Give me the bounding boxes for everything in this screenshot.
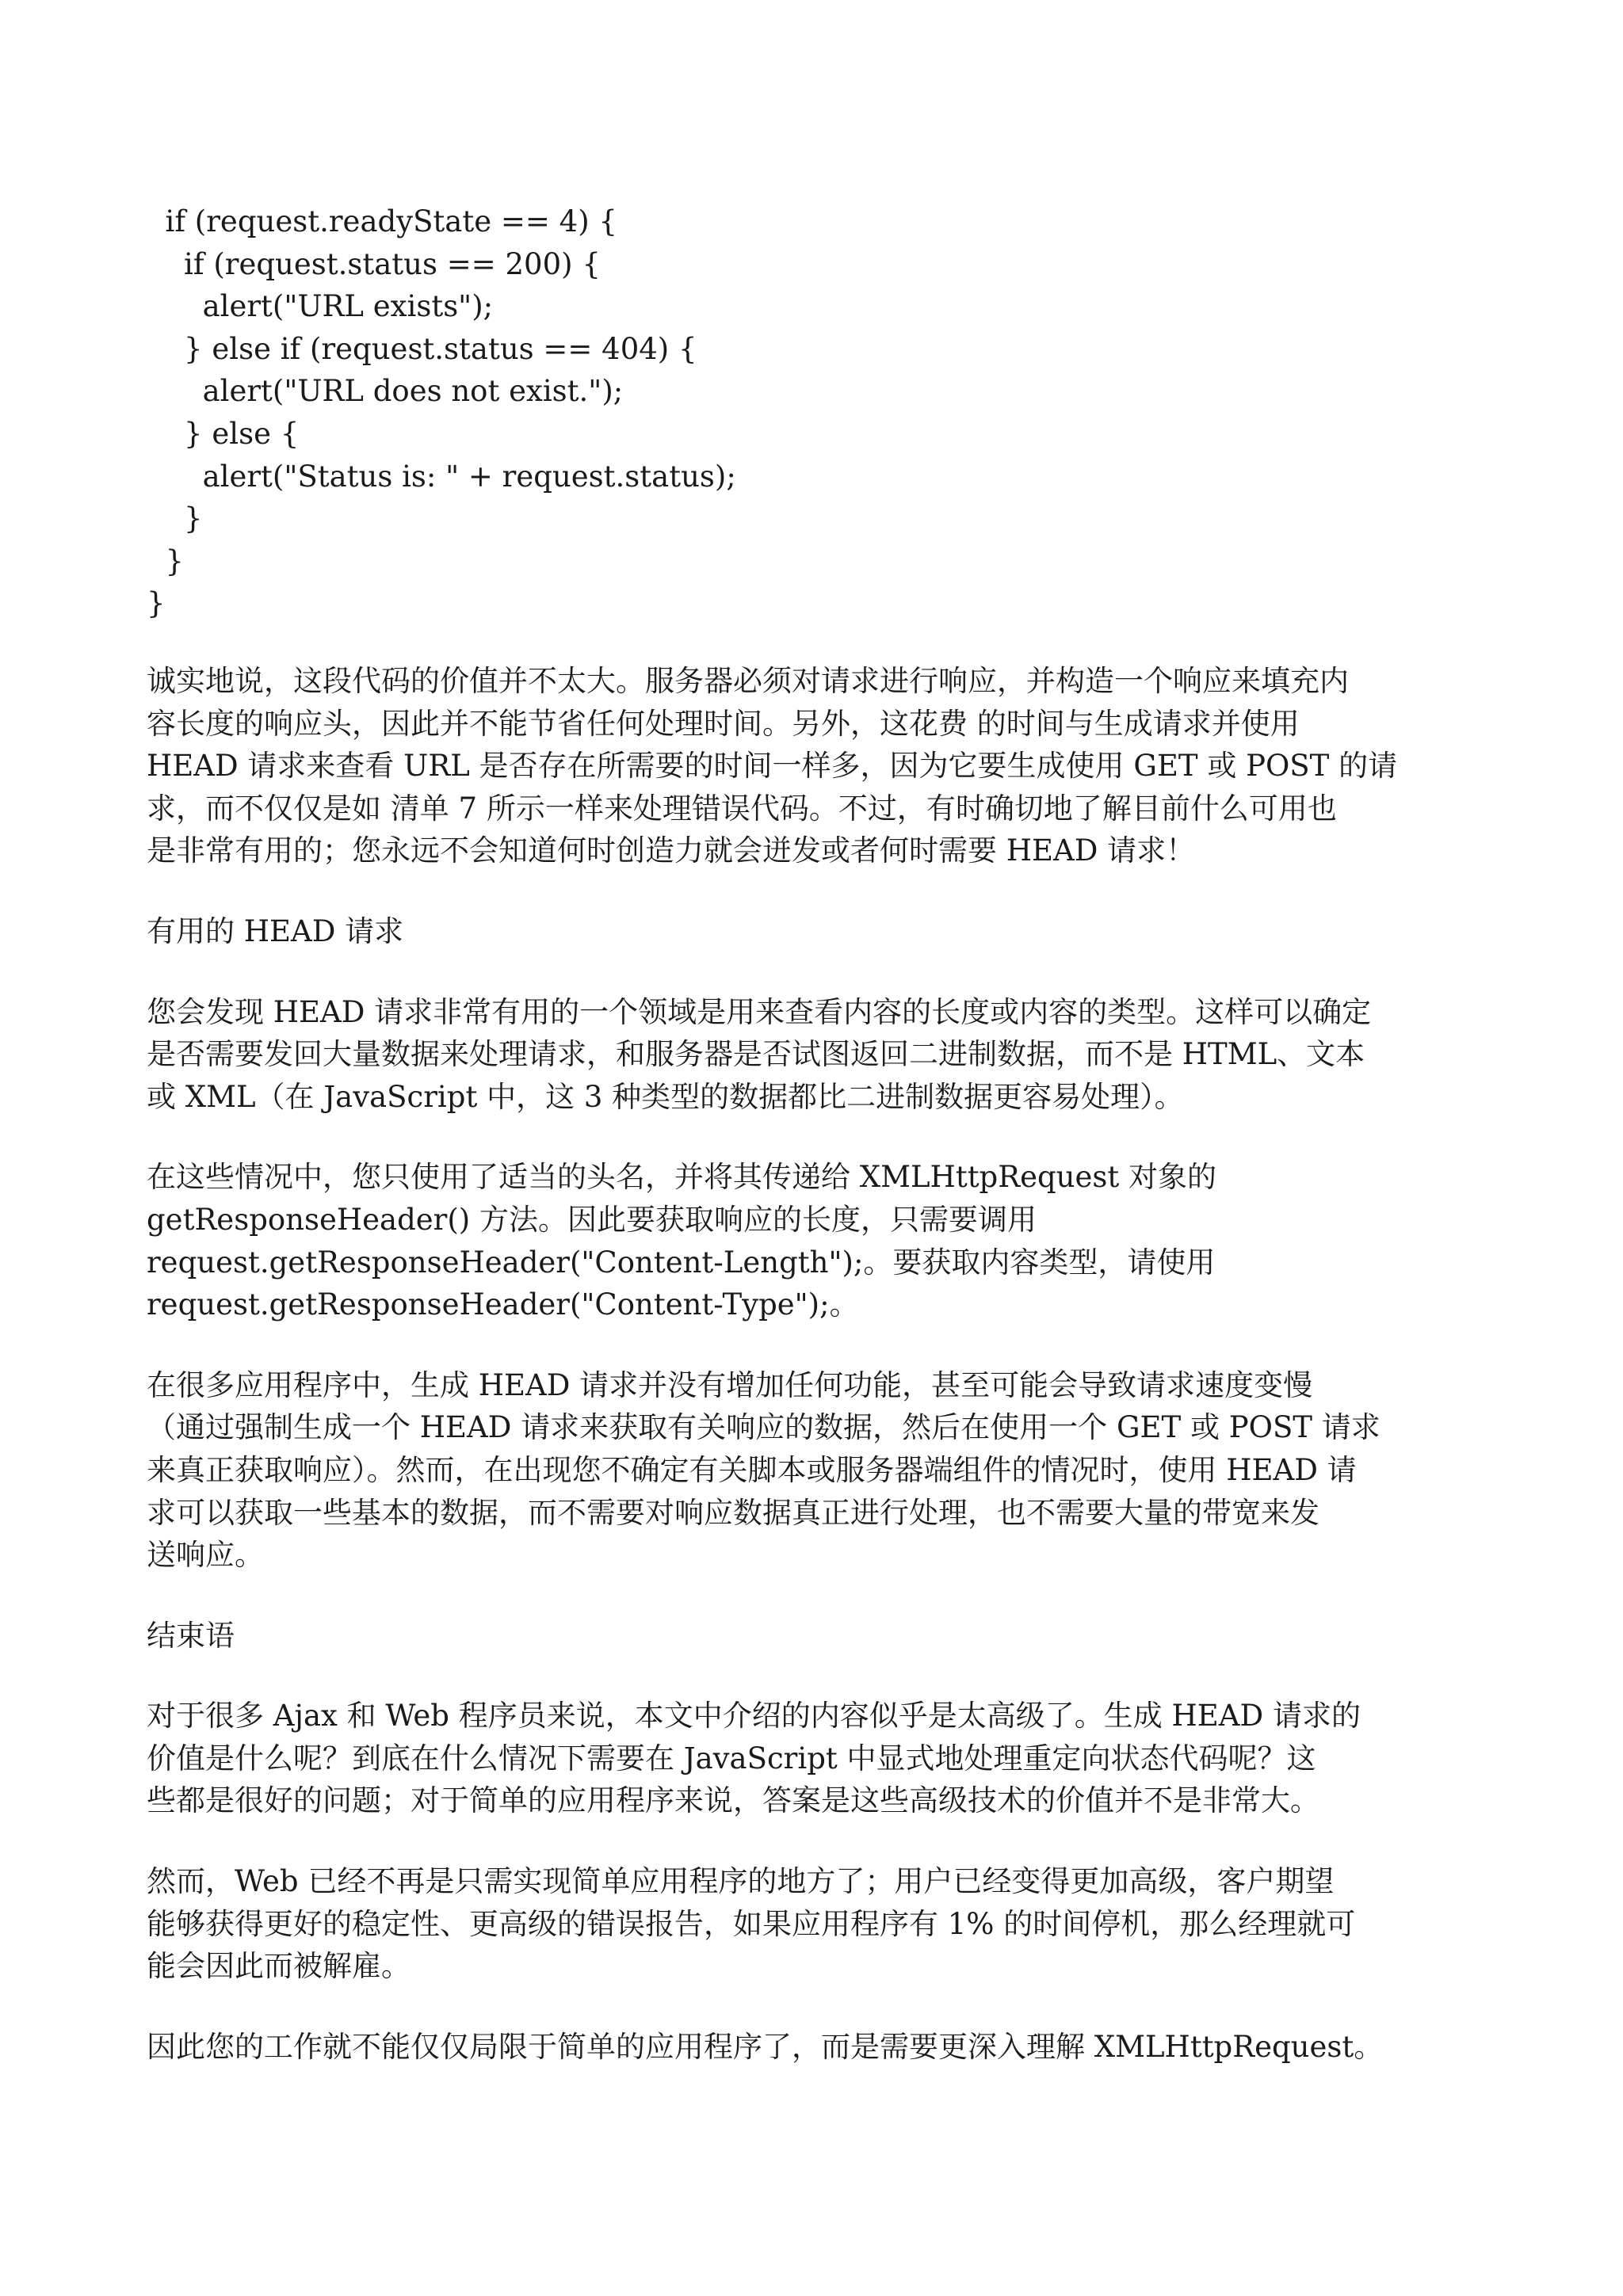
paragraph-final-remark — [147, 2026, 1486, 2069]
article-body — [147, 660, 1486, 2068]
paragraph-line: 能够获得更好的稳定性、更高级的错误报告，如果应用程序有 1% 的时间停机，那么经理就可 — [147, 1906, 1356, 1941]
code-line: alert("Status is: " + request.status); — [147, 459, 736, 494]
paragraph-line: 因此您的工作就不能仅仅局限于简单的应用程序了，而是需要更深入理解 XMLHttpRequest。 — [147, 2029, 1384, 2064]
code-line: } — [147, 502, 203, 536]
paragraph-line: 价值是什么呢？到底在什么情况下需要在 JavaScript 中显式地处理重定向状态代码呢？这 — [147, 1741, 1316, 1775]
paragraph-line: 然而，Web 已经不再是只需实现简单应用程序的地方了；用户已经变得更加高级，客户期望 — [147, 1864, 1335, 1899]
code-line: } — [147, 586, 166, 621]
paragraph-line: 对于很多 Ajax 和 Web 程序员来说，本文中介绍的内容似乎是太高级了。生成 HEAD 请求的 — [147, 1699, 1361, 1733]
code-line: alert("URL exists"); — [147, 289, 494, 324]
code-line: } else if (request.status == 404) { — [147, 331, 697, 366]
paragraph-line: 在这些情况中，您只使用了适当的头名，并将其传递给 XMLHttpRequest 对象的 — [147, 1160, 1217, 1195]
section-heading-conclusion: 结束语 — [147, 1618, 235, 1653]
code-line: if (request.status == 200) { — [147, 246, 601, 281]
section-heading-useful-head: 有用的 HEAD 请求 — [147, 913, 404, 948]
paragraph-line: 些都是很好的问题；对于简单的应用程序来说，答案是这些高级技术的价值并不是非常大。 — [147, 1783, 1319, 1818]
code-block — [147, 200, 1494, 625]
paragraph-advanced-topics — [147, 1695, 1486, 1822]
paragraph-line: 能会因此而被解雇。 — [147, 1949, 411, 1984]
paragraph-head-tradeoffs — [147, 1364, 1486, 1577]
paragraph-line: 是非常有用的；您永远不会知道何时创造力就会迸发或者何时需要 HEAD 请求！ — [147, 833, 1196, 868]
paragraph-line: 或 XML（在 JavaScript 中，这 3 种类型的数据都比二进制数据更容易处理）。 — [147, 1079, 1184, 1114]
paragraph-line: 您会发现 HEAD 请求非常有用的一个领域是用来查看内容的长度或内容的类型。这样可以确定 — [147, 994, 1372, 1029]
paragraph-line: 是否需要发回大量数据来处理请求，和服务器是否试图返回二进制数据，而不是 HTML、文本 — [147, 1037, 1365, 1072]
paragraph-get-response-header — [147, 1156, 1486, 1325]
paragraph-web-evolution — [147, 1860, 1486, 1988]
paragraph-line: HEAD 请求来查看 URL 是否存在所需要的时间一样多，因为它要生成使用 GET 或 POST 的请 — [147, 749, 1398, 784]
paragraph-code-evaluation — [147, 660, 1486, 872]
paragraph-line: getResponseHeader() 方法。因此要获取响应的长度，只需要调用 — [147, 1202, 1037, 1237]
paragraph-head-usage — [147, 991, 1486, 1119]
code-line: alert("URL does not exist."); — [147, 374, 624, 409]
code-line: if (request.readyState == 4) { — [147, 204, 617, 238]
paragraph-line: （通过强制生成一个 HEAD 请求来获取有关响应的数据，然后在使用一个 GET 或 POST 请求 — [147, 1410, 1381, 1445]
paragraph-line: 求可以获取一些基本的数据，而不需要对响应数据真正进行处理，也不需要大量的带宽来发 — [147, 1495, 1319, 1530]
paragraph-line: 容长度的响应头，因此并不能节省任何处理时间。另外，这花费 的时间与生成请求并使用 — [147, 706, 1300, 741]
paragraph-line: request.getResponseHeader("Content-Type");。 — [147, 1287, 859, 1322]
code-line: } else { — [147, 416, 300, 451]
paragraph-line: request.getResponseHeader("Content-Length");。要获取内容类型，请使用 — [147, 1245, 1216, 1280]
paragraph-line: 送响应。 — [147, 1538, 264, 1573]
paragraph-line: 求，而不仅仅是如 清单 7 所示一样来处理错误代码。不过，有时确切地了解目前什么可用也 — [147, 791, 1337, 826]
code-line: } — [147, 543, 185, 578]
paragraph-line: 在很多应用程序中，生成 HEAD 请求并没有增加任何功能，甚至可能会导致请求速度变慢 — [147, 1367, 1313, 1402]
paragraph-line: 来真正获取响应）。然而，在出现您不确定有关脚本或服务器端组件的情况时，使用 HEAD 请 — [147, 1452, 1357, 1487]
paragraph-line: 诚实地说，这段代码的价值并不太大。服务器必须对请求进行响应，并构造一个响应来填充内 — [147, 664, 1349, 698]
